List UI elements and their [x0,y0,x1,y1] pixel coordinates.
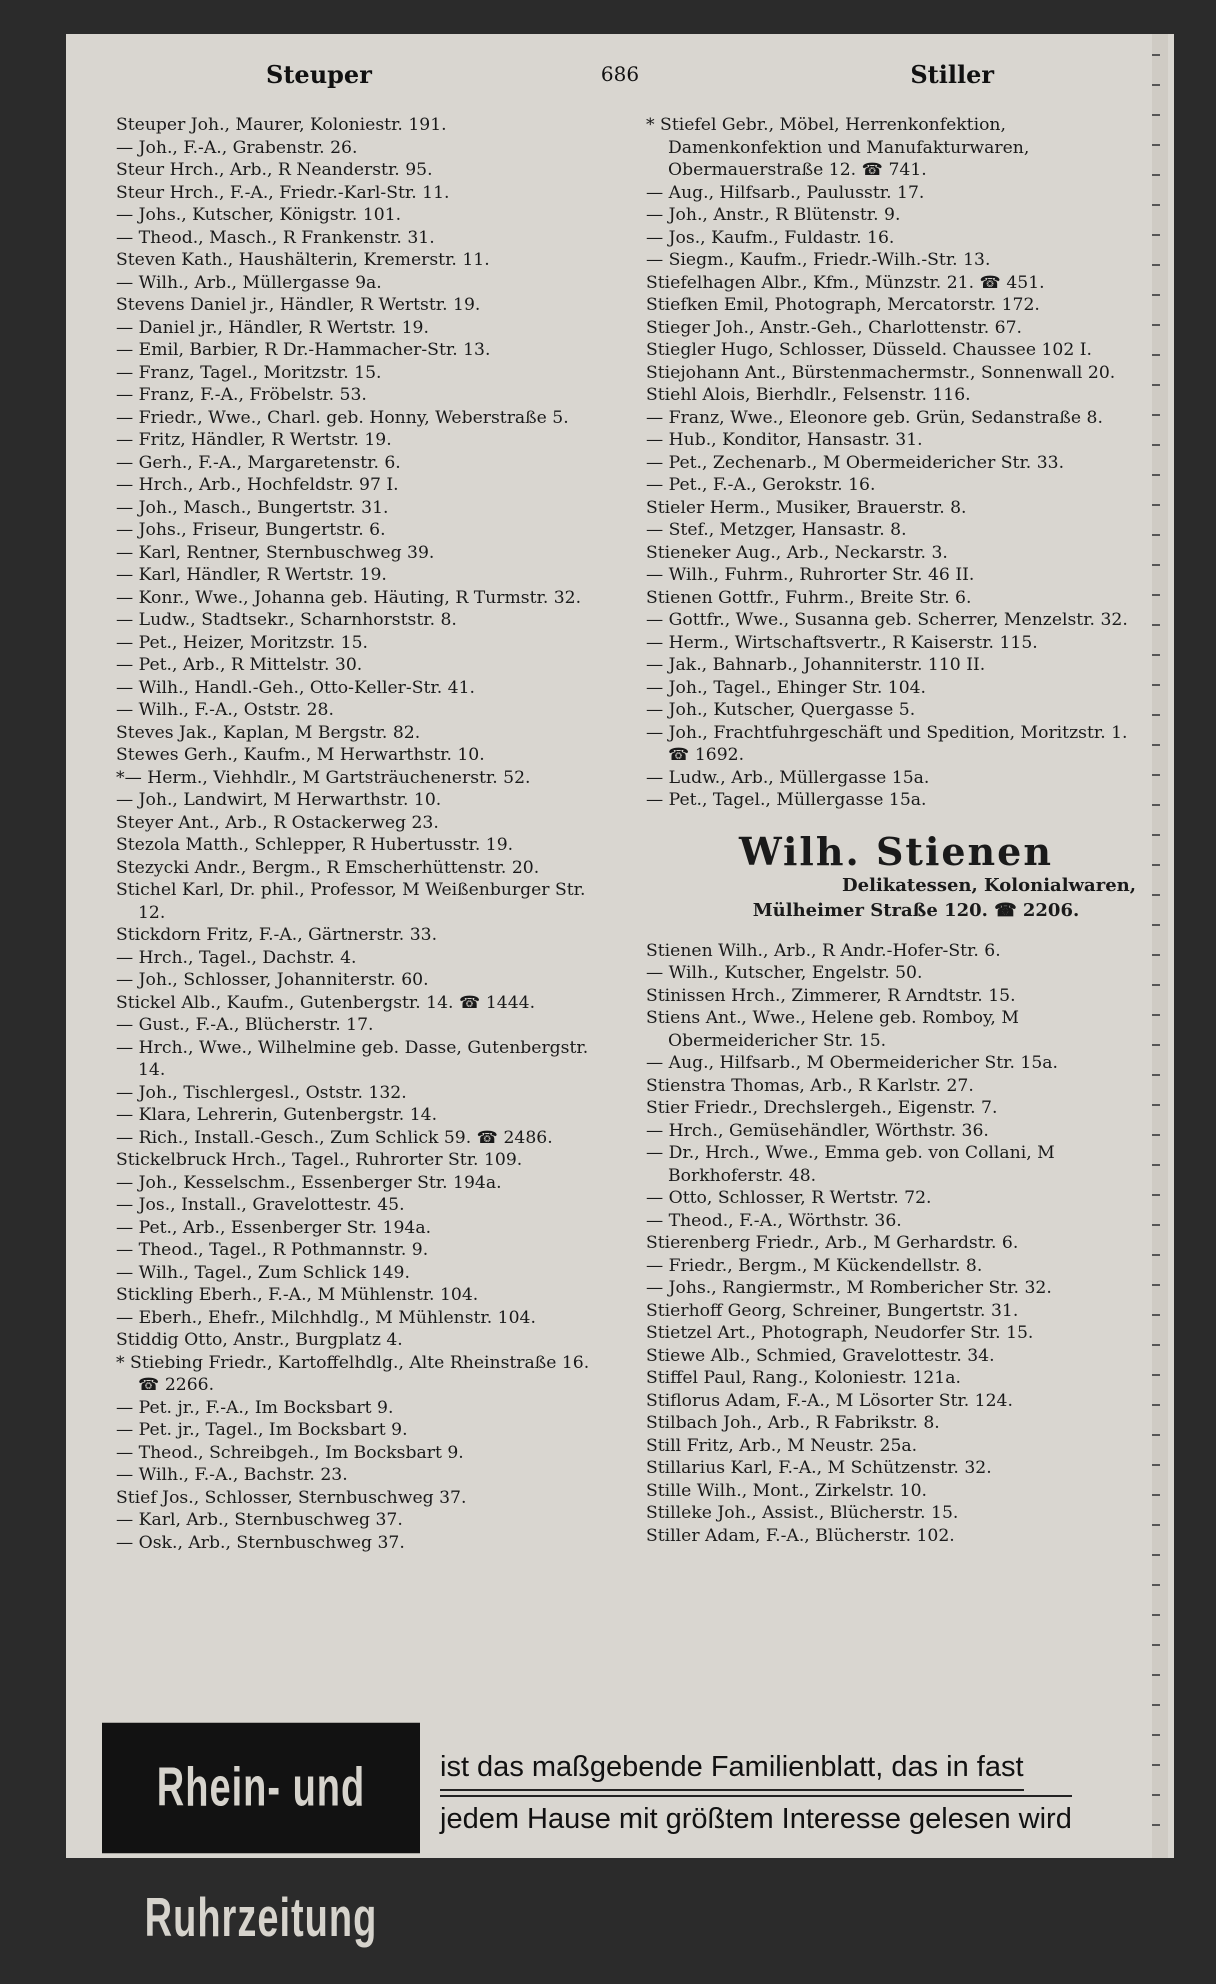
directory-entry: — Gerh., F.-A., Margaretenstr. 6. [116,452,401,473]
ruler-tick [1152,84,1160,86]
directory-entry: — Joh., Kutscher, Quergasse 5. [646,700,916,720]
ruler-tick [1152,1314,1160,1316]
directory-entry: — Otto, Schlosser, R Wertstr. 72. [646,1188,932,1208]
ruler-tick [1152,1014,1160,1016]
directory-entry: — Hrch., Arb., Hochfeldstr. 97 I. [116,475,399,495]
directory-entry: Stieger Joh., Anstr.-Geh., Charlottenstr. 67. [646,317,1022,338]
directory-entry: — Johs., Friseur, Bungertstr. 6. [116,520,386,540]
directory-entry: — Hrch., Tagel., Dachstr. 4. [116,947,357,968]
directory-entry: Stichel Karl, Dr. phil., Professor, M Weißenburger Str. 12. [116,880,586,923]
directory-entry: *— Herm., Viehhdlr., M Gartsträuchenerstr. 52. [116,767,531,788]
directory-entry: Stietzel Art., Photograph, Neudorfer Str. 15. [646,1323,1034,1343]
ruler-tick [1152,1404,1160,1406]
directory-entry: — Joh., Landwirt, M Herwarthstr. 10. [116,790,442,810]
directory-entry: Stiewe Alb., Schmied, Gravelottestr. 34. [646,1345,995,1366]
ruler-tick [1152,1134,1160,1136]
ruler-tick [1152,864,1160,866]
directory-entry: — Joh., Tischlergesl., Oststr. 132. [116,1082,407,1103]
directory-entry: — Hrch., Wwe., Wilhelmine geb. Dasse, Gutenbergstr. 14. [116,1037,589,1080]
directory-entry: Stierhoff Georg, Schreiner, Bungertstr. 31. [646,1300,1019,1321]
ruler-tick [1152,744,1160,746]
directory-entry: — Theod., Schreibgeh., Im Bocksbart 9. [116,1442,464,1463]
directory-entry: — Emil, Barbier, R Dr.-Hammacher-Str. 13. [116,340,491,360]
ruler-tick [1152,1284,1160,1286]
advert-phone: ☎ 2206. [994,899,1080,921]
directory-entry: Stezola Matth., Schlepper, R Hubertusstr. 19. [116,835,514,855]
ruler-tick [1152,654,1160,656]
directory-entry: Stiller Adam, F.-A., Blücherstr. 102. [646,1525,955,1546]
ruler-tick [1152,1794,1160,1796]
ruler-tick [1152,1254,1160,1256]
directory-entry: Steur Hrch., F.-A., Friedr.-Karl-Str. 11. [116,182,450,203]
directory-entry: — Konr., Wwe., Johanna geb. Häuting, R Turmstr. 32. [116,587,582,608]
header-left-keyword: Steuper [266,60,372,89]
directory-entry: Stickel Alb., Kaufm., Gutenbergstr. 14. ☎ 1444. [116,992,536,1013]
directory-entry: Still Fritz, Arb., M Neustr. 25a. [646,1435,918,1456]
directory-entry: Stiflorus Adam, F.-A., M Lösorter Str. 124. [646,1390,1013,1411]
directory-entry: Stiejohann Ant., Bürstenmachermstr., Sonnenwall 20. [646,362,1116,383]
directory-entry: Stier Friedr., Drechslergeh., Eigenstr. 7. [646,1098,998,1118]
directory-entry: * Stiebing Friedr., Kartoffelhdlg., Alte Rheinstraße 16. ☎ 2266. [116,1352,590,1395]
advert-address-line [646,898,1146,924]
directory-entry: Steven Kath., Haushälterin, Kremerstr. 11. [116,250,490,270]
directory-entry: Steyer Ant., Arb., R Ostackerweg 23. [116,812,439,833]
directory-entry: — Joh., Masch., Bungertstr. 31. [116,497,389,518]
directory-entry: — Jos., Install., Gravelottestr. 45. [116,1195,405,1215]
directory-entry: — Jak., Bahnarb., Johanniterstr. 110 II. [646,655,986,675]
directory-entry: — Theod., F.-A., Wörthstr. 36. [646,1210,902,1231]
ruler-tick [1152,534,1160,536]
directory-entry: — Pet., Zechenarb., M Obermeidericher Str. 33. [646,452,1065,473]
advertisement-footer [102,1743,1130,1949]
ruler-tick [1152,114,1160,116]
directory-entry: — Wilh., F.-A., Bachstr. 23. [116,1465,348,1485]
ruler-tick [1152,1644,1160,1646]
directory-entry: — Klara, Lehrerin, Gutenbergstr. 14. [116,1105,438,1125]
ruler-tick [1152,1824,1160,1826]
ruler-tick [1152,1494,1160,1496]
directory-entry: Stilleke Joh., Assist., Blücherstr. 15. [646,1503,959,1523]
directory-entry: — Osk., Arb., Sternbuschweg 37. [116,1532,405,1553]
ruler-tick [1152,414,1160,416]
ruler-tick [1152,1464,1160,1466]
directory-entry: Stevens Daniel jr., Händler, R Wertstr. 19. [116,295,481,315]
directory-entry: Stewes Gerh., Kaufm., M Herwarthstr. 10. [116,745,485,765]
directory-entry: — Wilh., Handl.-Geh., Otto-Keller-Str. 41. [116,677,475,698]
page-header [156,60,1084,100]
directory-entry: — Pet., Arb., Essenberger Str. 194a. [116,1217,432,1238]
directory-entry: Stille Wilh., Mont., Zirkelstr. 10. [646,1480,927,1501]
page-number: 686 [600,62,640,86]
ruler-tick [1152,924,1160,926]
ruler-tick [1152,1104,1160,1106]
directory-entry: — Karl, Rentner, Sternbuschweg 39. [116,542,435,563]
directory-entry: — Hrch., Gemüsehändler, Wörthstr. 36. [646,1120,989,1141]
directory-entry: — Herm., Wirtschaftsvertr., R Kaiserstr. 115. [646,632,1038,653]
directory-entry: — Pet. jr., Tagel., Im Bocksbart 9. [116,1420,408,1440]
directory-entry: — Rich., Install.-Gesch., Zum Schlick 59. ☎ 2486. [116,1127,553,1148]
ruler-tick [1152,444,1160,446]
ruler-tick [1152,384,1160,386]
ruler-tick [1152,1224,1160,1226]
directory-entry: Stienen Wilh., Arb., R Andr.-Hofer-Str. 6. [646,940,1001,961]
directory-entry: — Johs., Rangiermstr., M Rombericher Str. 32. [646,1278,1052,1298]
directory-entry: Stiddig Otto, Anstr., Burgplatz 4. [116,1330,403,1350]
directory-entry: — Karl, Händler, R Wertstr. 19. [116,565,387,585]
directory-entry: — Pet., Tagel., Müllergasse 15a. [646,790,927,810]
right-column-top-entries [646,114,1146,812]
directory-entry: — Joh., Schlosser, Johanniterstr. 60. [116,970,429,990]
directory-entry: Stieneker Aug., Arb., Neckarstr. 3. [646,542,948,563]
ruler-tick [1152,1194,1160,1196]
directory-entry: — Wilh., Arb., Müllergasse 9a. [116,272,382,293]
ruler-tick [1152,1074,1160,1076]
directory-entry: — Pet., Heizer, Moritzstr. 15. [116,632,368,653]
ruler-tick [1152,144,1160,146]
directory-entry: Stienen Gottfr., Fuhrm., Breite Str. 6. [646,587,972,608]
directory-entry: — Daniel jr., Händler, R Wertstr. 19. [116,317,429,338]
ruler-tick [1152,594,1160,596]
advert-block [646,830,1146,924]
directory-entry: — Joh., Kesselschm., Essenberger Str. 194a. [116,1172,502,1193]
ruler-tick [1152,804,1160,806]
directory-entry: Stierenberg Friedr., Arb., M Gerhardstr. 6. [646,1233,1019,1253]
directory-entry: Steuper Joh., Maurer, Koloniestr. 191. [116,115,447,135]
ruler-tick [1152,354,1160,356]
directory-entry: * Stiefel Gebr., Möbel, Herrenkonfektion, Damenkonfektion und Manufakturwaren, Obermauerstraße 12. ☎ 741. [646,115,1030,180]
directory-entry: Steur Hrch., Arb., R Neanderstr. 95. [116,160,433,180]
directory-entry: — Aug., Hilfsarb., M Obermeidericher Str. 15a. [646,1053,1059,1073]
ruler-tick [1152,624,1160,626]
directory-entry: — Karl, Arb., Sternbuschweg 37. [116,1510,403,1530]
directory-entry: Stiffel Paul, Rang., Koloniestr. 121a. [646,1368,961,1388]
ruler-tick [1152,1164,1160,1166]
ruler-tick [1152,1344,1160,1346]
directory-entry: — Wilh., Fuhrm., Ruhrorter Str. 46 II. [646,565,975,585]
ruler-tick [1152,774,1160,776]
ruler-tick [1152,1614,1160,1616]
slogan-line-1: ist das maßgebende Familienblatt, das in fast [440,1747,1024,1791]
ruler-tick [1152,1044,1160,1046]
directory-entry: Stillarius Karl, F.-A., M Schützenstr. 32. [646,1458,992,1478]
ruler-tick [1152,294,1160,296]
directory-entry: — Ludw., Arb., Müllergasse 15a. [646,767,930,788]
ruler-tick [1152,1554,1160,1556]
directory-entry: — Jos., Kaufm., Fuldastr. 16. [646,227,895,248]
directory-entry: — Siegm., Kaufm., Friedr.-Wilh.-Str. 13. [646,250,991,270]
directory-entry: Stickdorn Fritz, F.-A., Gärtnerstr. 33. [116,925,438,945]
advert-name: Wilh. Stienen [738,828,1053,874]
page-edge-ruler [1152,34,1168,1858]
directory-entry: — Gottfr., Wwe., Susanna geb. Scherrer, Menzelstr. 32. [646,610,1128,630]
directory-entry: — Aug., Hilfsarb., Paulusstr. 17. [646,182,925,203]
ruler-tick [1152,504,1160,506]
ruler-tick [1152,1374,1160,1376]
ruler-tick [1152,1524,1160,1526]
ruler-tick [1152,204,1160,206]
directory-entry: Stiegler Hugo, Schlosser, Düsseld. Chaussee 102 I. [646,340,1093,360]
ruler-tick [1152,264,1160,266]
directory-entry: — Franz, Wwe., Eleonore geb. Grün, Sedanstraße 8. [646,407,1103,428]
directory-entry: — Wilh., Tagel., Zum Schlick 149. [116,1262,410,1283]
directory-entry: Stezycki Andr., Bergm., R Emscherhüttenstr. 20. [116,857,540,878]
ruler-tick [1152,984,1160,986]
directory-entry: — Hub., Konditor, Hansastr. 31. [646,430,923,450]
ruler-tick [1152,234,1160,236]
footer-slogan [440,1747,1130,1839]
directory-entry: — Wilh., Kutscher, Engelstr. 50. [646,963,923,983]
directory-entry: Stiehl Alois, Bierhdlr., Felsenstr. 116. [646,385,971,405]
directory-entry: Stief Jos., Schlosser, Sternbuschweg 37. [116,1487,467,1508]
directory-entry: — Pet., F.-A., Gerokstr. 16. [646,475,876,495]
ruler-tick [1152,1734,1160,1736]
ruler-tick [1152,174,1160,176]
directory-entry: — Dr., Hrch., Wwe., Emma geb. von Collani, M Borkhoferstr. 48. [646,1143,1055,1186]
ruler-tick [1152,1434,1160,1436]
directory-entry: Stinissen Hrch., Zimmerer, R Arndtstr. 15. [646,985,1016,1006]
ruler-tick [1152,474,1160,476]
directory-entry: — Joh., F.-A., Grabenstr. 26. [116,137,358,158]
slogan-line-2: jedem Hause mit größtem Interesse gelesen wird [440,1795,1072,1839]
directory-entry: — Eberh., Ehefr., Milchhdlg., M Mühlenstr. 104. [116,1307,536,1328]
directory-entry: — Joh., Anstr., R Blütenstr. 9. [646,205,901,225]
directory-entry: Stiefken Emil, Photograph, Mercatorstr. 172. [646,295,1040,315]
directory-entry: Stilbach Joh., Arb., R Fabrikstr. 8. [646,1413,940,1433]
directory-entry: — Pet., Arb., R Mittelstr. 30. [116,655,363,675]
directory-entry: — Ludw., Stadtsekr., Scharnhorststr. 8. [116,610,457,630]
directory-entry: — Friedr., Wwe., Charl. geb. Honny, Weberstraße 5. [116,407,569,428]
ruler-tick [1152,1674,1160,1676]
header-right-keyword: Stiller [910,60,994,89]
ruler-tick [1152,324,1160,326]
directory-entry: Stickling Eberh., F.-A., M Mühlenstr. 104. [116,1285,479,1305]
directory-entry: Stiefelhagen Albr., Kfm., Münzstr. 21. ☎ 451. [646,272,1045,293]
right-column [646,114,1146,1547]
directory-entry: — Theod., Masch., R Frankenstr. 31. [116,227,435,248]
directory-entry: — Wilh., F.-A., Oststr. 28. [116,700,334,720]
ruler-tick [1152,1584,1160,1586]
directory-entry: — Joh., Frachtfuhrgeschäft und Spedition, Moritzstr. 1. ☎ 1692. [646,722,1128,765]
directory-entry: Stienstra Thomas, Arb., R Karlstr. 27. [646,1075,974,1096]
directory-entry: — Gust., F.-A., Blücherstr. 17. [116,1015,374,1035]
left-column [116,114,616,1554]
ruler-tick [1152,894,1160,896]
ruler-tick [1152,564,1160,566]
directory-entry: Stiens Ant., Wwe., Helene geb. Romboy, M Obermeidericher Str. 15. [646,1008,1019,1051]
ruler-tick [1152,684,1160,686]
directory-entry: — Franz, F.-A., Fröbelstr. 53. [116,385,367,405]
directory-entry: — Friedr., Bergm., M Kückendellstr. 8. [646,1255,983,1276]
directory-entry: Stickelbruck Hrch., Tagel., Ruhrorter Str. 109. [116,1150,523,1170]
right-column-bottom-entries [646,940,1146,1548]
ruler-tick [1152,954,1160,956]
directory-entry: — Theod., Tagel., R Pothmannstr. 9. [116,1240,429,1260]
newspaper-banner: Rhein- und Ruhrzeitung [102,1723,420,1854]
directory-entry: — Fritz, Händler, R Wertstr. 19. [116,430,392,450]
directory-entry: — Joh., Tagel., Ehinger Str. 104. [646,677,927,698]
ruler-tick [1152,834,1160,836]
advert-goods: Delikatessen, Kolonialwaren, [842,874,1136,896]
ruler-tick [1152,1704,1160,1706]
directory-entry: Steves Jak., Kaplan, M Bergstr. 82. [116,722,421,743]
directory-page [66,34,1174,1949]
directory-entry: — Johs., Kutscher, Königstr. 101. [116,205,402,225]
directory-entry: Stieler Herm., Musiker, Brauerstr. 8. [646,497,967,518]
ruler-tick [1152,714,1160,716]
advert-address: Mülheimer Straße 120. [752,899,988,921]
directory-entry: — Stef., Metzger, Hansastr. 8. [646,520,907,540]
ruler-tick [1152,1764,1160,1766]
ruler-tick [1152,54,1160,56]
directory-entry: — Franz, Tagel., Moritzstr. 15. [116,362,382,383]
directory-entry: — Pet. jr., F.-A., Im Bocksbart 9. [116,1397,394,1418]
